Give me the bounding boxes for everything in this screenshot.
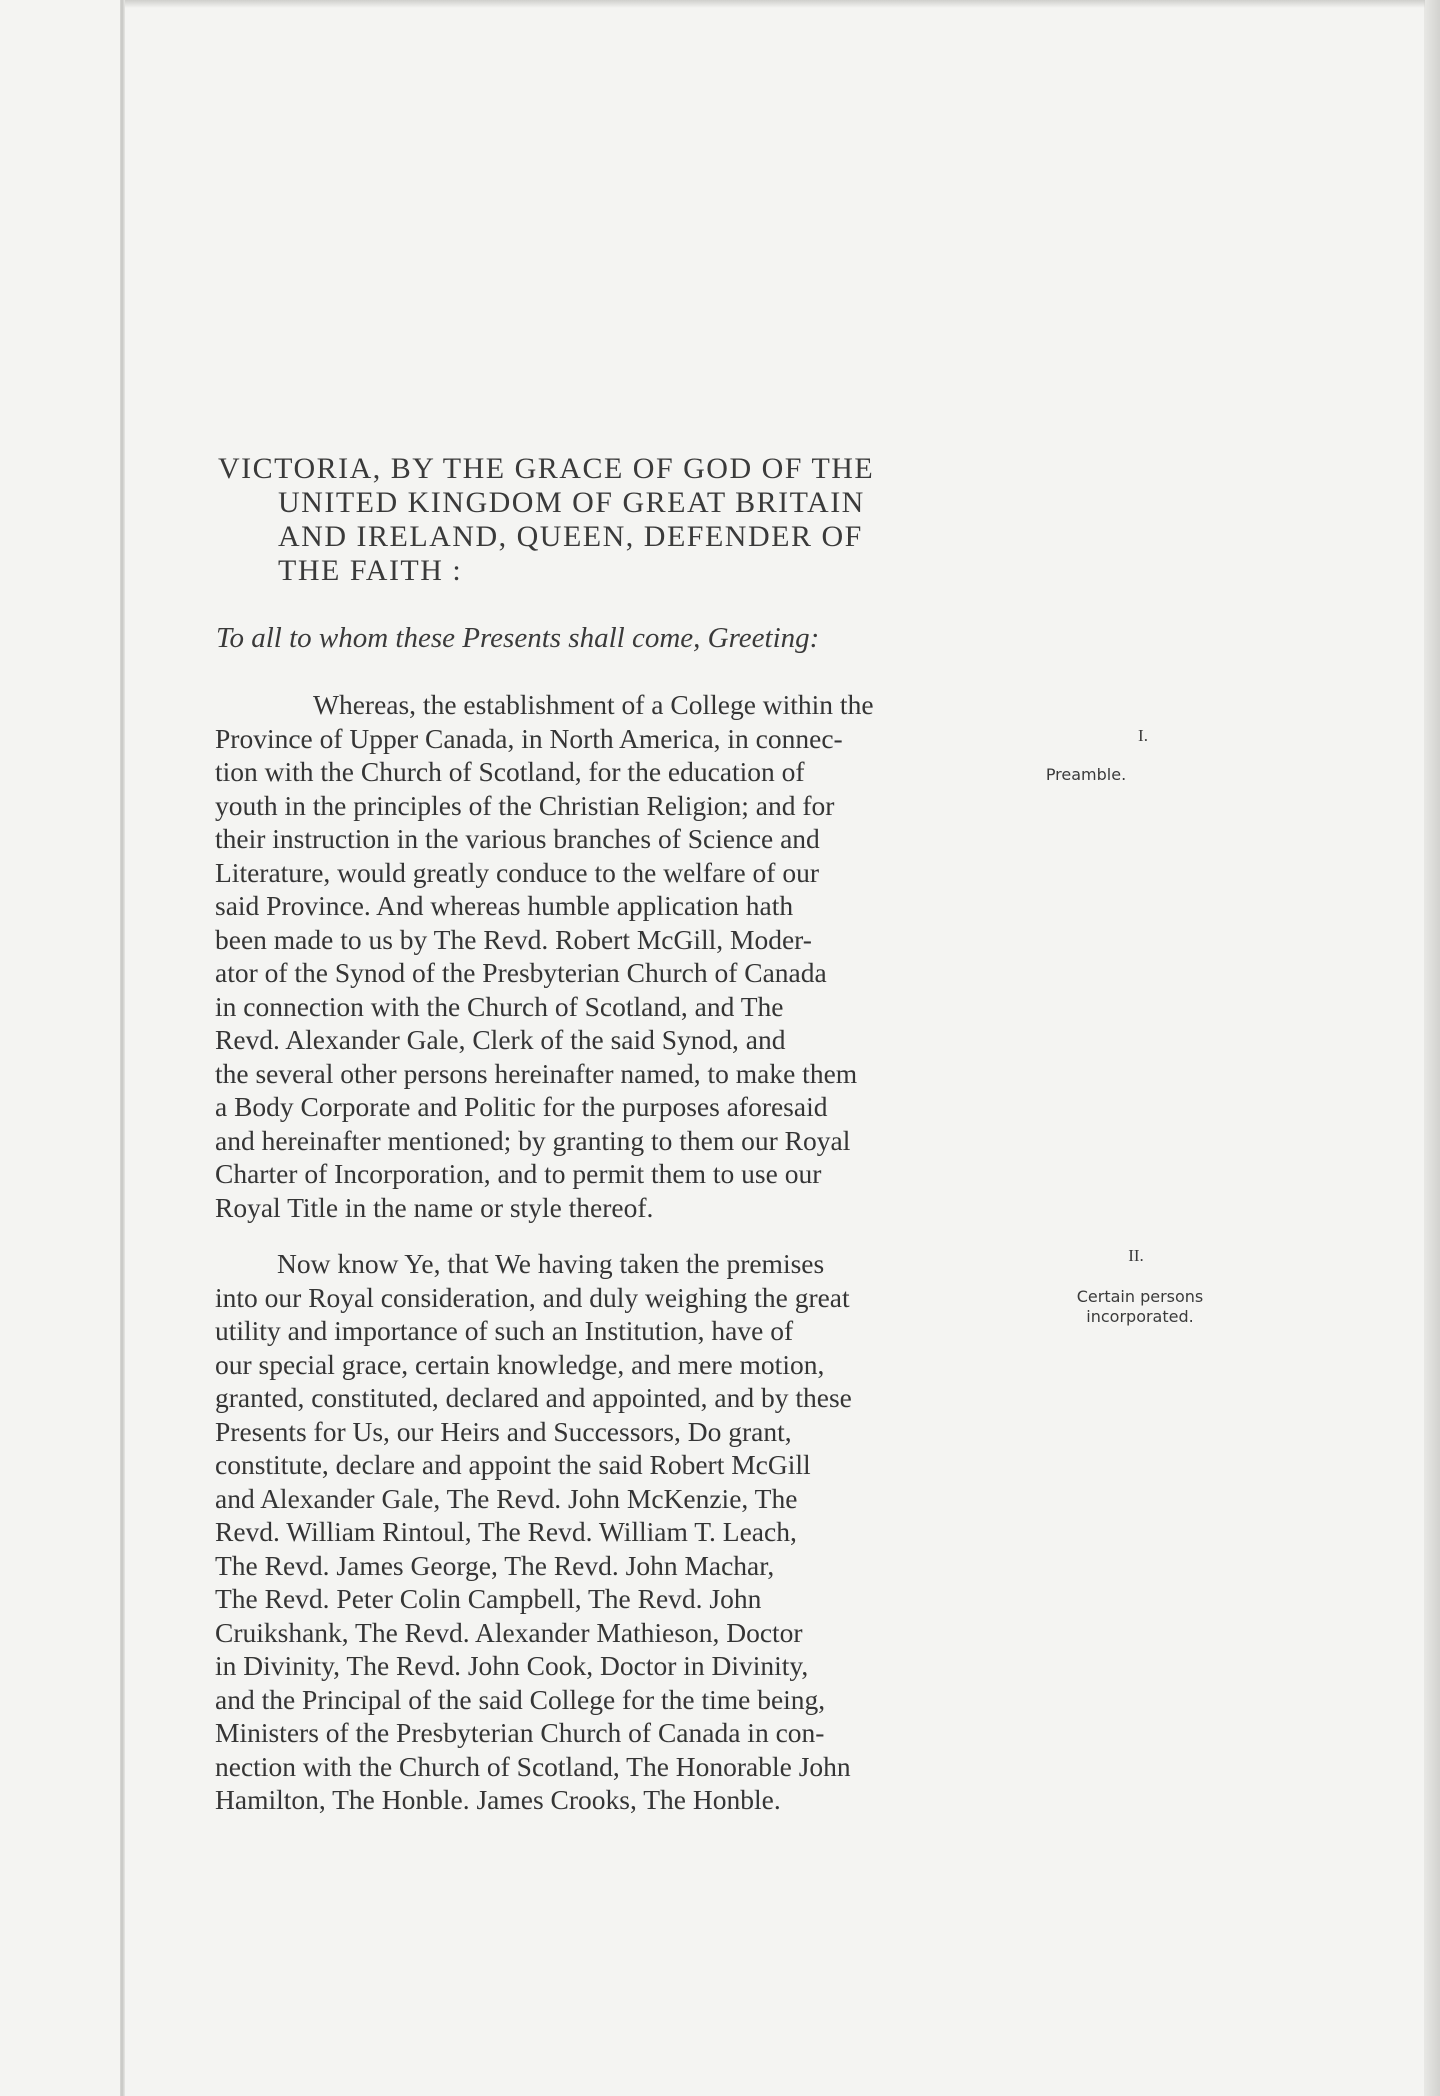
text-line: been made to us by The Revd. Robert McGill, Moder- [215, 923, 812, 955]
page-right-edge [1424, 0, 1440, 2096]
text-line: Hamilton, The Honble. James Crooks, The Honble. [215, 1784, 781, 1815]
text-line: and Alexander Gale, The Revd. John McKenzie, The [215, 1482, 798, 1514]
heading-line: THE FAITH : [278, 554, 463, 587]
text-line: The Revd. Peter Colin Campbell, The Revd. John [215, 1583, 762, 1614]
text-line: The Revd. James George, The Revd. John Machar, [215, 1549, 775, 1581]
text-line: into our Royal consideration, and duly weighing the great [215, 1281, 850, 1313]
text-line: Whereas, the establishment of a College within the [313, 689, 874, 720]
margin-note-label: Preamble. [1045, 765, 1127, 784]
text-line: Cruikshank, The Revd. Alexander Mathieson, Doctor [215, 1616, 803, 1648]
heading-line: AND IRELAND, QUEEN, DEFENDER OF [278, 520, 863, 553]
text-line: Presents for Us, our Heirs and Successors, Do grant, [215, 1415, 792, 1447]
page-top-shadow [125, 0, 1425, 8]
text-line: Royal Title in the name or style thereof. [215, 1191, 654, 1223]
text-line: constitute, declare and appoint the said Robert McGill [215, 1449, 811, 1480]
text-line: granted, constituted, declared and appointed, and by these [215, 1382, 852, 1413]
charter-heading [218, 452, 1028, 588]
text-line: Now know Ye, that We having taken the premises [277, 1248, 825, 1279]
text-line: in Divinity, The Revd. John Cook, Doctor in Divinity, [215, 1650, 809, 1681]
text-line: and the Principal of the said College for the time being, [215, 1683, 826, 1715]
margin-note-label: Certain persons incorporated. [1076, 1287, 1204, 1326]
text-line: Literature, would greatly conduce to the welfare of our [215, 856, 819, 888]
text-line: utility and importance of such an Institution, have of [215, 1315, 794, 1346]
text-line: tion with the Church of Scotland, for the education of [215, 756, 805, 787]
margin-note-number: I. [1138, 726, 1148, 745]
incorporation-paragraph [215, 1247, 1028, 1817]
preamble-paragraph [215, 688, 1028, 1224]
greeting-line: To all to whom these Presents shall come, Greeting: [216, 622, 820, 654]
text-line: nection with the Church of Scotland, The Honorable John [215, 1750, 851, 1782]
text-line: the several other persons hereinafter named, to make them [215, 1057, 858, 1089]
text-line: Revd. Alexander Gale, Clerk of the said Synod, and [215, 1024, 786, 1055]
text-line: Province of Upper Canada, in North America, in connec- [215, 722, 843, 754]
text-line: Charter of Incorporation, and to permit them to use our [215, 1158, 822, 1189]
text-line: a Body Corporate and Politic for the purposes aforesaid [215, 1091, 828, 1122]
text-line: and hereinafter mentioned; by granting to them our Royal [215, 1124, 851, 1156]
text-line: ator of the Synod of the Presbyterian Church of Canada [215, 957, 827, 988]
text-line: in connection with the Church of Scotland, and The [215, 990, 784, 1022]
margin-note-number: II. [1128, 1246, 1144, 1265]
text-line: Revd. William Rintoul, The Revd. William T. Leach, [215, 1516, 797, 1547]
heading-line: VICTORIA, BY THE GRACE OF GOD OF THE [218, 452, 875, 485]
page-binding-edge [120, 0, 125, 2096]
text-line: youth in the principles of the Christian Religion; and for [215, 789, 835, 821]
text-line: Ministers of the Presbyterian Church of Canada in con- [215, 1717, 825, 1748]
text-line: said Province. And whereas humble application hath [215, 890, 794, 921]
text-line: their instruction in the various branches of Science and [215, 823, 820, 854]
heading-line: UNITED KINGDOM OF GREAT BRITAIN [278, 486, 865, 519]
text-line: our special grace, certain knowledge, and mere motion, [215, 1348, 825, 1380]
